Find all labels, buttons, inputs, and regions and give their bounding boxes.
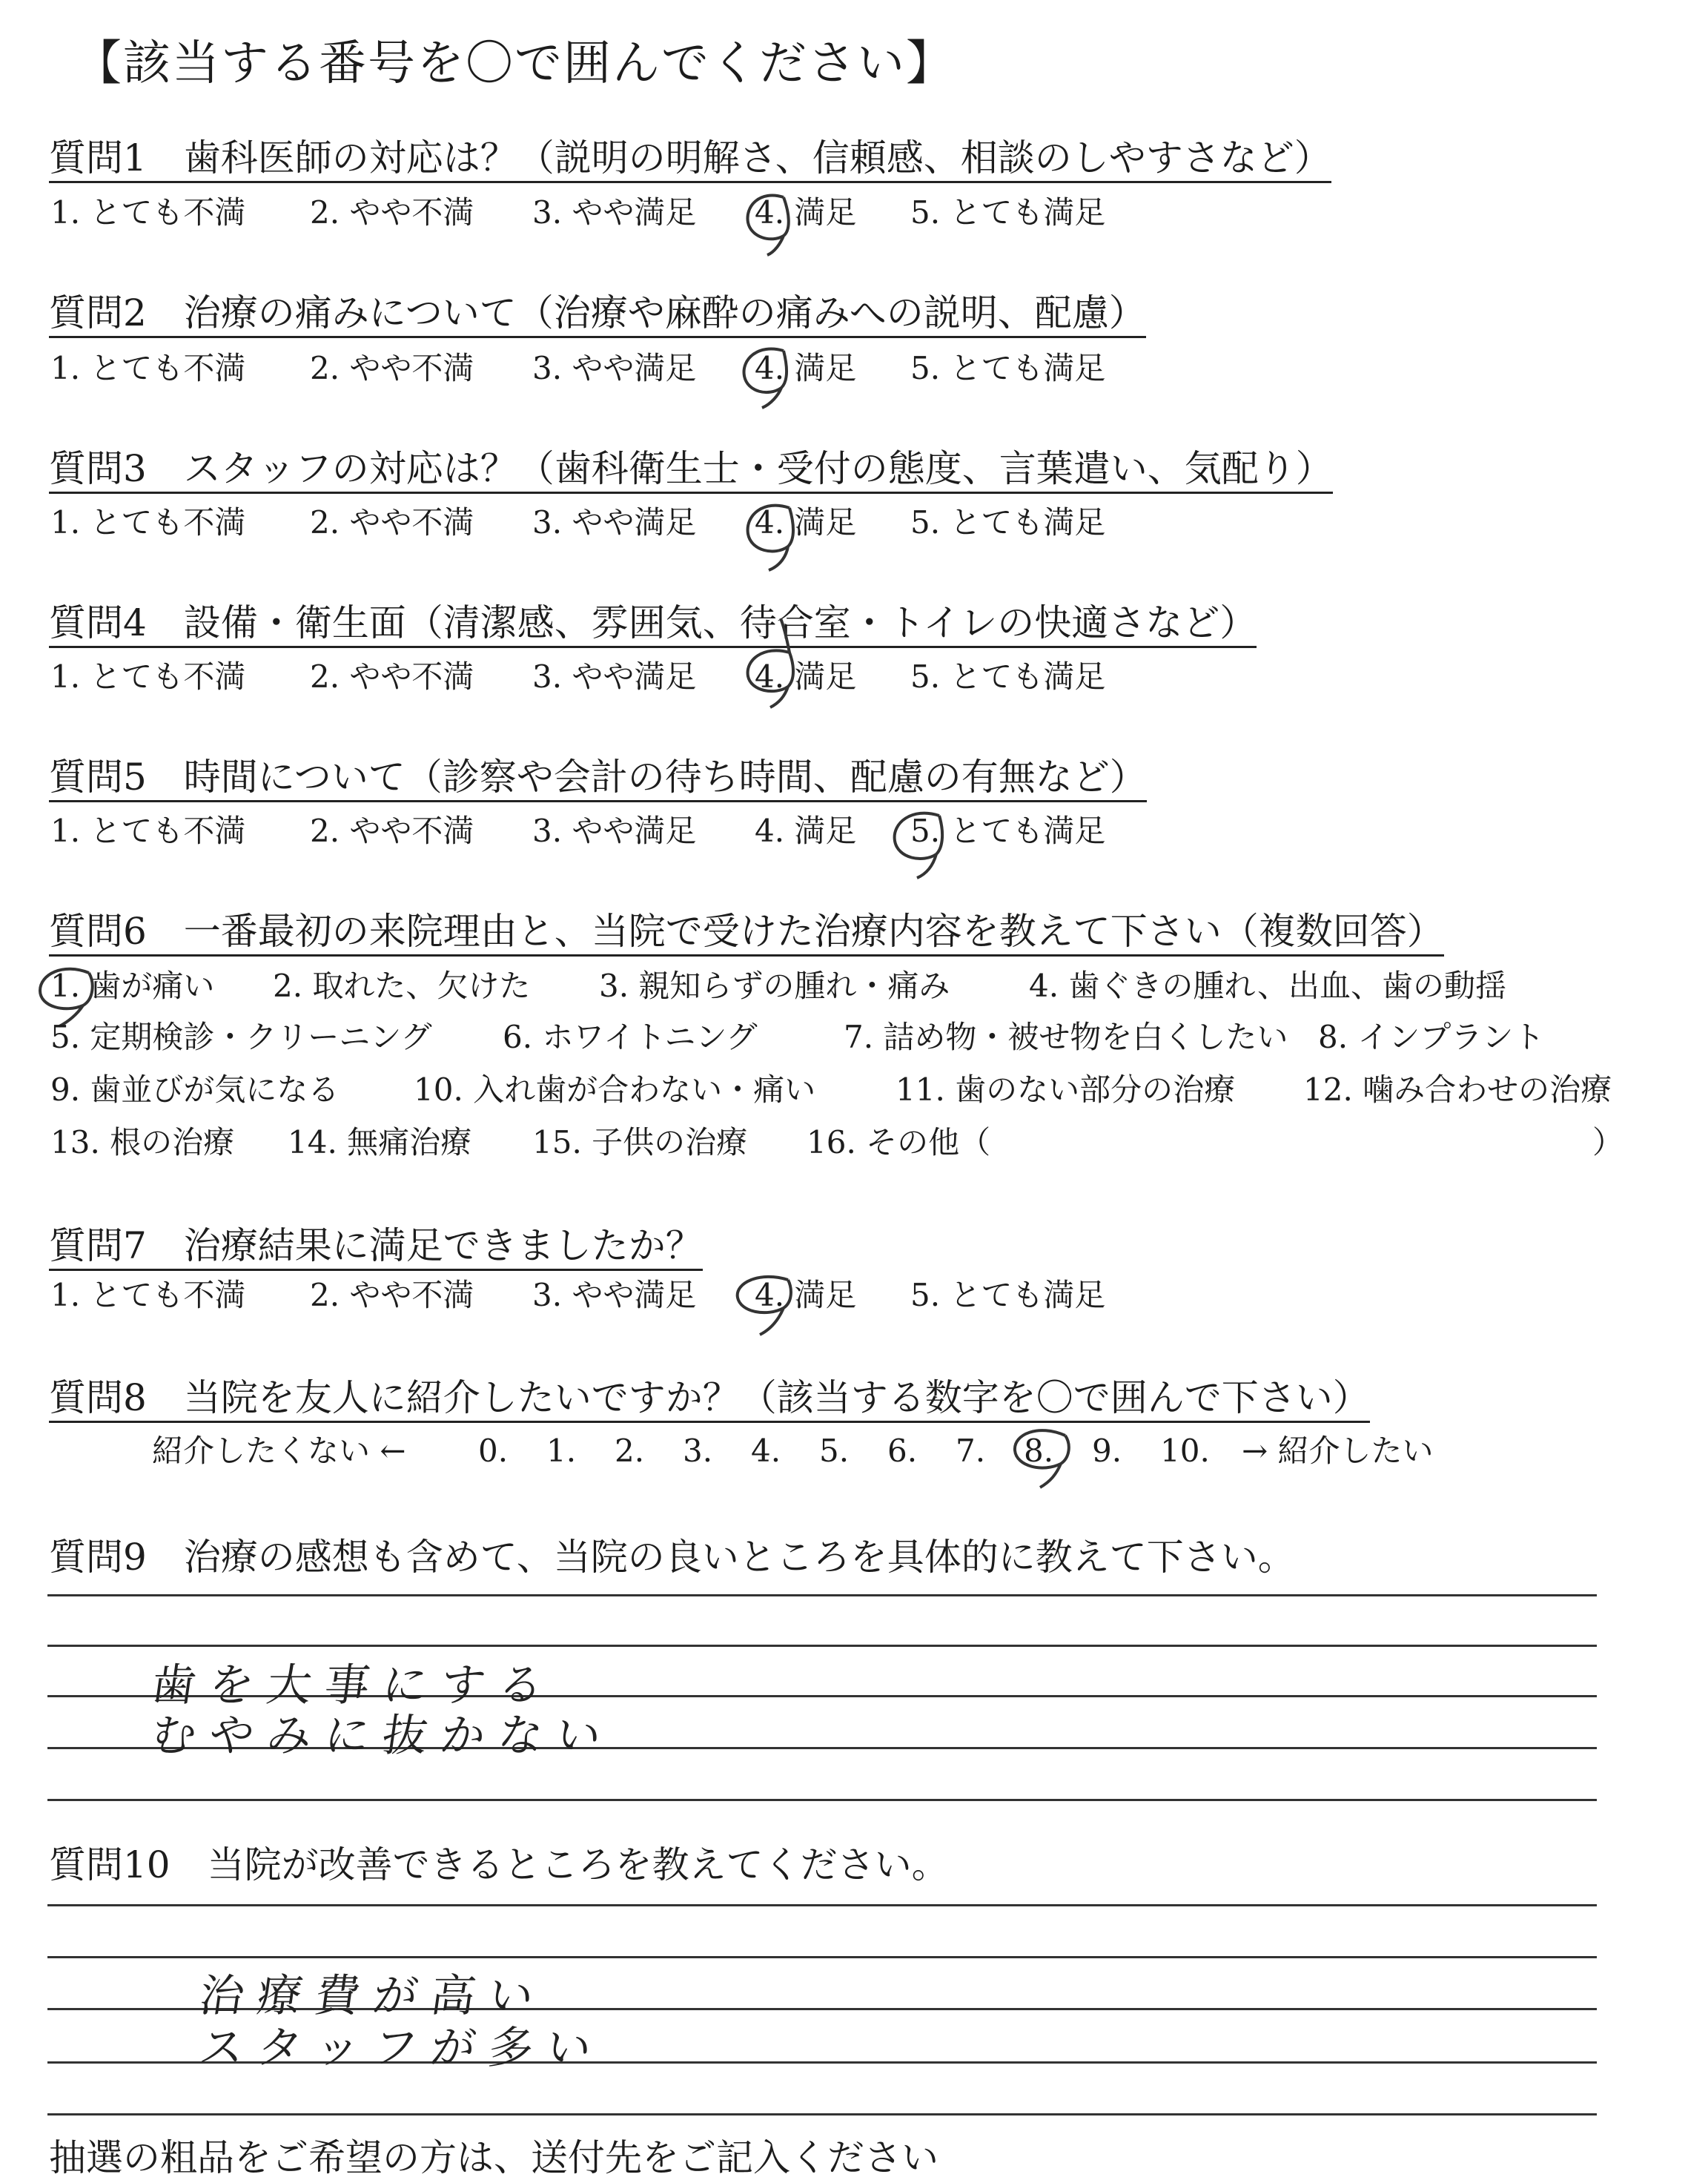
q6-option-10[interactable]: 10. 入れ歯が合わない・痛い — [414, 1071, 816, 1108]
q8-num-1[interactable]: 1. — [546, 1433, 577, 1469]
q9-handwritten-answer-1: 歯を大事にする — [148, 1659, 560, 1711]
q2-option-4[interactable]: 4. 満足 — [755, 350, 857, 386]
q3-option-4[interactable]: 4. 満足 — [755, 504, 857, 541]
q5-options — [50, 813, 1237, 853]
q7-option-2[interactable]: 2. やや不満 — [310, 1277, 474, 1313]
q8-num-7[interactable]: 7. — [956, 1433, 986, 1469]
q8-num-0[interactable]: 0. — [478, 1433, 509, 1469]
q3-option-5[interactable]: 5. とても満足 — [910, 504, 1106, 541]
q1-option-2[interactable]: 2. やや不満 — [310, 194, 474, 231]
q9-answer-line-2[interactable] — [47, 1645, 1597, 1647]
q6-row-2 — [50, 1019, 1644, 1060]
q6-option-2[interactable]: 2. 取れた、欠けた — [273, 968, 531, 1004]
q6-row-4 — [50, 1124, 1644, 1165]
q4-option-1[interactable]: 1. とても不満 — [50, 658, 246, 695]
q8-num-5[interactable]: 5. — [819, 1433, 850, 1469]
q4-option-4[interactable]: 4. 満足 — [755, 658, 857, 695]
q10-label: 質問10 当院が改善できるところを教えてください。 — [49, 1843, 949, 1886]
q3-options — [50, 504, 1237, 545]
q6-row-1 — [50, 968, 1644, 1008]
q8-num-2[interactable]: 2. — [615, 1433, 645, 1469]
q4-options — [50, 658, 1237, 699]
q5-option-4[interactable]: 4. 満足 — [755, 813, 857, 849]
q9-handwritten-answer-2: むやみに抜かない — [148, 1710, 618, 1762]
q1-handwritten-circle — [738, 184, 804, 258]
page-title: 【該当する番号を〇で囲んでください】 — [74, 36, 955, 91]
q6-option-6[interactable]: 6. ホワイトニング — [503, 1019, 758, 1055]
q5-option-3[interactable]: 3. やや満足 — [532, 813, 697, 849]
q8-num-3[interactable]: 3. — [683, 1433, 713, 1469]
q6-option-7[interactable]: 7. 詰め物・被せ物を白くしたい — [844, 1019, 1288, 1055]
q10-handwritten-answer-1: 治療費が高い — [196, 1970, 551, 2022]
q7-option-5[interactable]: 5. とても満足 — [910, 1277, 1106, 1313]
q1-label: 質問1 歯科医師の対応は？（説明の明解さ、信頼感、相談のしやすさなど） — [49, 136, 1331, 180]
q2-option-3[interactable]: 3. やや満足 — [532, 350, 697, 386]
q3-option-1[interactable]: 1. とても不満 — [50, 504, 246, 541]
q6-option-3[interactable]: 3. 親知らずの腫れ・痛み — [599, 968, 950, 1004]
q8-num-8[interactable]: 8. — [1024, 1433, 1054, 1469]
q3-option-2[interactable]: 2. やや不満 — [310, 504, 474, 541]
q10-answer-line-2[interactable] — [47, 1956, 1597, 1958]
q4-option-5[interactable]: 5. とても満足 — [910, 658, 1106, 695]
q6-label: 質問6 一番最初の来院理由と、当院で受けた治療内容を教えて下さい（複数回答） — [49, 909, 1444, 954]
q10-handwritten-answer-2: スタッフが多い — [196, 2022, 609, 2074]
q8-label: 質問8 当院を友人に紹介したいですか？（該当する数字を〇で囲んで下さい） — [49, 1375, 1370, 1420]
q3-handwritten-circle — [738, 493, 812, 575]
q6-option-16[interactable]: 16. その他（ — [807, 1124, 991, 1160]
q4-label: 質問4 設備・衛生面（清潔感、雰囲気、待合室・トイレの快適さなど） — [49, 601, 1257, 645]
q6-row-3 — [50, 1071, 1681, 1112]
q10-answer-line-1[interactable] — [47, 1904, 1597, 1906]
q5-option-5[interactable]: 5. とても満足 — [910, 813, 1106, 849]
q7-option-4[interactable]: 4. 満足 — [755, 1277, 857, 1313]
q7-handwritten-circle — [730, 1266, 812, 1341]
q4-option-2[interactable]: 2. やや不満 — [310, 658, 474, 695]
q8-num-10[interactable]: 10. — [1160, 1433, 1210, 1469]
q2-option-1[interactable]: 1. とても不満 — [50, 350, 246, 386]
q1-option-5[interactable]: 5. とても満足 — [910, 194, 1106, 231]
q5-label: 質問5 時間について（診察や会計の待ち時間、配慮の有無など） — [49, 755, 1147, 799]
q2-options — [50, 350, 1237, 391]
q8-num-9[interactable]: 9. — [1092, 1433, 1122, 1469]
q8-num-4[interactable]: 4. — [751, 1433, 781, 1469]
q8-right-label: → 紹介したい — [1242, 1433, 1434, 1469]
q9-answer-line-1[interactable] — [47, 1594, 1597, 1596]
q7-options — [50, 1277, 1237, 1318]
q2-option-5[interactable]: 5. とても満足 — [910, 350, 1106, 386]
q6-other-close-paren: ） — [1592, 1124, 1624, 1160]
q9-answer-line-5[interactable] — [47, 1799, 1597, 1801]
q1-option-3[interactable]: 3. やや満足 — [532, 194, 697, 231]
q2-handwritten-circle — [735, 337, 802, 412]
q4-option-3[interactable]: 3. やや満足 — [532, 658, 697, 695]
q6-option-11[interactable]: 11. 歯のない部分の治療 — [896, 1071, 1236, 1108]
q1-option-1[interactable]: 1. とても不満 — [50, 194, 246, 231]
q2-label: 質問2 治療の痛みについて（治療や麻酔の痛みへの説明、配慮） — [49, 291, 1146, 335]
q6-option-4[interactable]: 4. 歯ぐきの腫れ、出血、歯の動揺 — [1029, 968, 1506, 1004]
q1-option-4[interactable]: 4. 満足 — [755, 194, 857, 231]
footer-note: 抽選の粗品をご希望の方は、送付先をご記入ください — [49, 2136, 939, 2179]
q6-option-1[interactable]: 1. 歯が痛い — [50, 968, 215, 1004]
q9-label: 質問9 治療の感想も含めて、当院の良いところを具体的に教えて下さい。 — [49, 1536, 1295, 1579]
q6-option-14[interactable]: 14. 無痛治療 — [288, 1124, 472, 1160]
q5-option-1[interactable]: 1. とても不満 — [50, 813, 246, 849]
q6-option-15[interactable]: 15. 子供の治療 — [532, 1124, 748, 1160]
q1-options — [50, 194, 1237, 235]
q6-option-12[interactable]: 12. 噛み合わせの治療 — [1303, 1071, 1612, 1108]
q5-handwritten-circle — [886, 802, 960, 884]
q7-option-3[interactable]: 3. やや満足 — [532, 1277, 697, 1313]
q6-option-8[interactable]: 8. インプラント — [1318, 1019, 1545, 1055]
q4-handwritten-circle — [738, 615, 812, 712]
q3-label: 質問3 スタッフの対応は？（歯科衛生士・受付の態度、言葉遣い、気配り） — [49, 446, 1333, 491]
q5-option-2[interactable]: 2. やや不満 — [310, 813, 474, 849]
q8-num-6[interactable]: 6. — [887, 1433, 918, 1469]
q2-option-2[interactable]: 2. やや不満 — [310, 350, 474, 386]
q7-option-1[interactable]: 1. とても不満 — [50, 1277, 246, 1313]
q6-option-9[interactable]: 9. 歯並びが気になる — [50, 1071, 340, 1108]
q7-label: 質問7 治療結果に満足できましたか？ — [49, 1223, 703, 1268]
q3-option-3[interactable]: 3. やや満足 — [532, 504, 697, 541]
q6-option-13[interactable]: 13. 根の治療 — [50, 1124, 235, 1160]
q8-left-label: 紹介したくない ← — [152, 1433, 406, 1469]
q6-option-5[interactable]: 5. 定期検診・クリーニング — [50, 1019, 432, 1055]
q10-answer-line-5[interactable] — [47, 2113, 1597, 2115]
q8-scale — [152, 1433, 1560, 1473]
q8-handwritten-circle — [1004, 1418, 1086, 1492]
